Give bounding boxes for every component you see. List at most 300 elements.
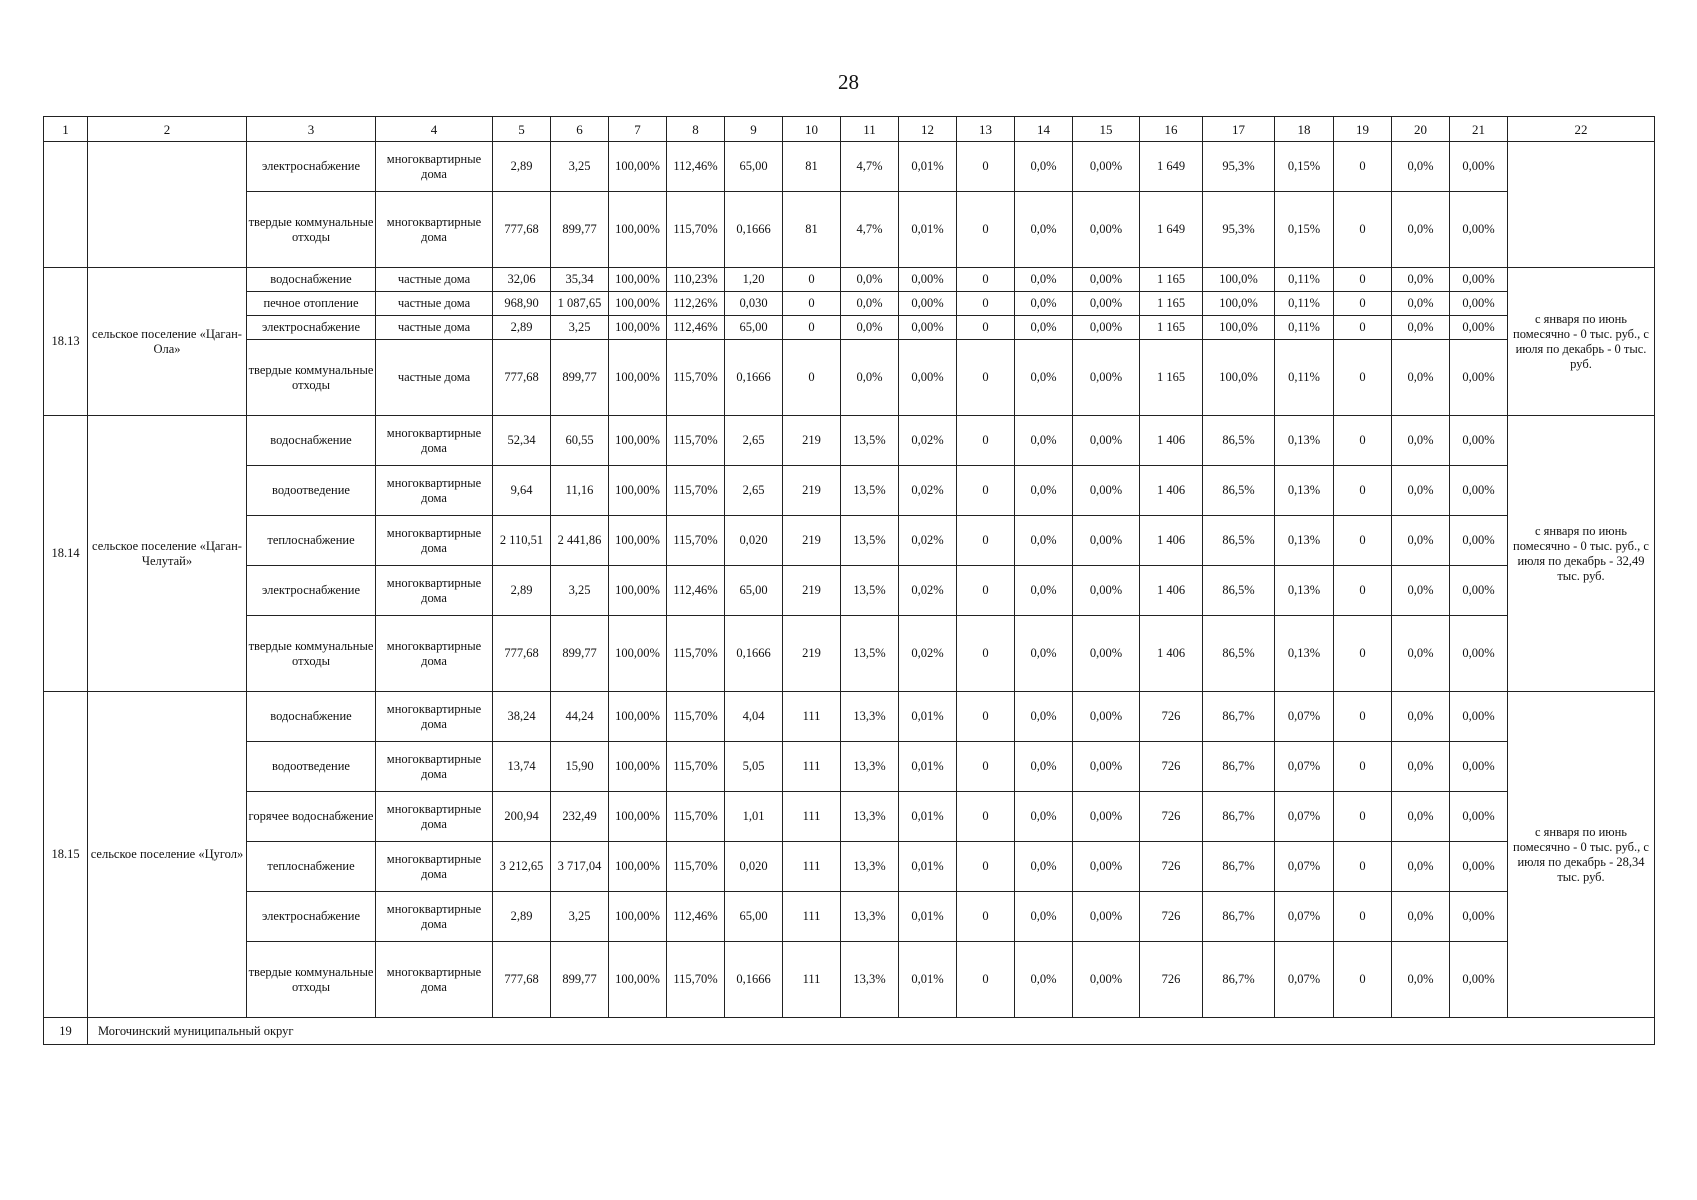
value-cell: 1 087,65 — [551, 292, 609, 316]
service-name: электроснабжение — [247, 142, 376, 192]
group-id — [44, 142, 88, 268]
value-cell: 112,46% — [667, 142, 725, 192]
value-cell: 112,26% — [667, 292, 725, 316]
value-cell: 2,89 — [493, 316, 551, 340]
value-cell: 0 — [957, 192, 1015, 268]
value-cell: 726 — [1140, 742, 1203, 792]
value-cell: 112,46% — [667, 566, 725, 616]
group-name: сельское поселение «Цаган-Ола» — [88, 268, 247, 416]
column-header: 19 — [1334, 117, 1392, 142]
table-row — [44, 692, 1655, 742]
housing-type: частные дома — [376, 268, 493, 292]
value-cell: 0,0% — [1392, 892, 1450, 942]
housing-type: многоквартирные дома — [376, 566, 493, 616]
column-header: 18 — [1275, 117, 1334, 142]
value-cell: 0,00% — [1450, 516, 1508, 566]
service-name: печное отопление — [247, 292, 376, 316]
value-cell: 219 — [783, 566, 841, 616]
value-cell: 0,0% — [1015, 268, 1073, 292]
value-cell: 0,13% — [1275, 416, 1334, 466]
value-cell: 100,0% — [1203, 340, 1275, 416]
value-cell: 1 165 — [1140, 316, 1203, 340]
value-cell: 11,16 — [551, 466, 609, 516]
value-cell: 0 — [1334, 142, 1392, 192]
value-cell: 100,00% — [609, 742, 667, 792]
value-cell: 1 165 — [1140, 292, 1203, 316]
value-cell: 0 — [957, 616, 1015, 692]
value-cell: 111 — [783, 742, 841, 792]
value-cell: 3 717,04 — [551, 842, 609, 892]
group-name: сельское поселение «Цугол» — [88, 692, 247, 1018]
table-body — [44, 142, 1655, 1018]
value-cell: 13,5% — [841, 416, 899, 466]
value-cell: 1 406 — [1140, 516, 1203, 566]
column-header: 3 — [247, 117, 376, 142]
value-cell: 0 — [1334, 316, 1392, 340]
value-cell: 115,70% — [667, 616, 725, 692]
value-cell: 0 — [957, 566, 1015, 616]
group-note: с января по июнь помесячно - 0 тыс. руб., с июля по декабрь - 0 тыс. руб. — [1508, 268, 1655, 416]
value-cell: 0,0% — [1015, 792, 1073, 842]
value-cell: 0,15% — [1275, 142, 1334, 192]
housing-type: многоквартирные дома — [376, 142, 493, 192]
value-cell: 726 — [1140, 892, 1203, 942]
value-cell: 0,1666 — [725, 192, 783, 268]
column-header: 20 — [1392, 117, 1450, 142]
value-cell: 100,00% — [609, 842, 667, 892]
value-cell: 0,00% — [1073, 692, 1140, 742]
table-row — [44, 316, 1655, 340]
service-name: электроснабжение — [247, 892, 376, 942]
value-cell: 0,00% — [1073, 742, 1140, 792]
column-header: 12 — [899, 117, 957, 142]
service-name: твердые коммунальные отходы — [247, 192, 376, 268]
value-cell: 0,00% — [1450, 942, 1508, 1018]
value-cell: 115,70% — [667, 516, 725, 566]
housing-type: многоквартирные дома — [376, 942, 493, 1018]
value-cell: 0,0% — [1392, 268, 1450, 292]
value-cell: 0 — [1334, 692, 1392, 742]
value-cell: 726 — [1140, 942, 1203, 1018]
value-cell: 0,01% — [899, 692, 957, 742]
value-cell: 13,3% — [841, 842, 899, 892]
value-cell: 100,00% — [609, 566, 667, 616]
value-cell: 0,020 — [725, 842, 783, 892]
value-cell: 0,00% — [899, 268, 957, 292]
value-cell: 0 — [783, 268, 841, 292]
value-cell: 0,00% — [1073, 842, 1140, 892]
housing-type: многоквартирные дома — [376, 416, 493, 466]
value-cell: 0,0% — [1392, 192, 1450, 268]
value-cell: 100,00% — [609, 616, 667, 692]
service-name: водоснабжение — [247, 692, 376, 742]
value-cell: 0 — [1334, 466, 1392, 516]
value-cell: 1 165 — [1140, 268, 1203, 292]
value-cell: 112,46% — [667, 892, 725, 942]
value-cell: 0,02% — [899, 566, 957, 616]
value-cell: 899,77 — [551, 942, 609, 1018]
value-cell: 65,00 — [725, 316, 783, 340]
value-cell: 0,00% — [1073, 292, 1140, 316]
value-cell: 0,15% — [1275, 192, 1334, 268]
value-cell: 1 406 — [1140, 466, 1203, 516]
value-cell: 232,49 — [551, 792, 609, 842]
value-cell: 0,00% — [1073, 616, 1140, 692]
table-row — [44, 268, 1655, 292]
value-cell: 13,5% — [841, 516, 899, 566]
value-cell: 115,70% — [667, 466, 725, 516]
value-cell: 100,00% — [609, 416, 667, 466]
value-cell: 0,0% — [841, 316, 899, 340]
housing-type: частные дома — [376, 316, 493, 340]
value-cell: 0,01% — [899, 842, 957, 892]
value-cell: 899,77 — [551, 616, 609, 692]
value-cell: 0 — [957, 792, 1015, 842]
value-cell: 86,5% — [1203, 616, 1275, 692]
value-cell: 0,00% — [1073, 192, 1140, 268]
value-cell: 0,11% — [1275, 268, 1334, 292]
value-cell: 0 — [1334, 292, 1392, 316]
value-cell: 0,0% — [1015, 566, 1073, 616]
service-name: горячее водоснабжение — [247, 792, 376, 842]
column-number-row — [44, 117, 1655, 142]
value-cell: 0 — [957, 842, 1015, 892]
group-note: с января по июнь помесячно - 0 тыс. руб., с июля по декабрь - 32,49 тыс. руб. — [1508, 416, 1655, 692]
group-id: 18.13 — [44, 268, 88, 416]
service-name: электроснабжение — [247, 316, 376, 340]
service-name: теплоснабжение — [247, 842, 376, 892]
value-cell: 86,7% — [1203, 792, 1275, 842]
value-cell: 0,00% — [1073, 268, 1140, 292]
table-row — [44, 892, 1655, 942]
service-name: электроснабжение — [247, 566, 376, 616]
housing-type: частные дома — [376, 292, 493, 316]
value-cell: 100,00% — [609, 792, 667, 842]
value-cell: 0 — [1334, 892, 1392, 942]
value-cell: 111 — [783, 942, 841, 1018]
column-header: 10 — [783, 117, 841, 142]
value-cell: 35,34 — [551, 268, 609, 292]
housing-type: многоквартирные дома — [376, 616, 493, 692]
value-cell: 5,05 — [725, 742, 783, 792]
value-cell: 115,70% — [667, 942, 725, 1018]
value-cell: 0,0% — [1015, 466, 1073, 516]
value-cell: 0,00% — [1073, 340, 1140, 416]
value-cell: 13,3% — [841, 692, 899, 742]
group-name: сельское поселение «Цаган-Челутай» — [88, 416, 247, 692]
value-cell: 100,00% — [609, 316, 667, 340]
value-cell: 0,00% — [1450, 268, 1508, 292]
column-header: 11 — [841, 117, 899, 142]
group-id: 18.15 — [44, 692, 88, 1018]
column-header: 17 — [1203, 117, 1275, 142]
value-cell: 968,90 — [493, 292, 551, 316]
value-cell: 0,030 — [725, 292, 783, 316]
housing-type: многоквартирные дома — [376, 892, 493, 942]
value-cell: 0,00% — [1073, 466, 1140, 516]
value-cell: 0 — [1334, 566, 1392, 616]
value-cell: 3,25 — [551, 892, 609, 942]
value-cell: 0,07% — [1275, 892, 1334, 942]
page-number: 28 — [838, 70, 859, 94]
housing-type: многоквартирные дома — [376, 516, 493, 566]
column-header: 21 — [1450, 117, 1508, 142]
value-cell: 0 — [1334, 268, 1392, 292]
value-cell: 0,00% — [1450, 842, 1508, 892]
value-cell: 899,77 — [551, 340, 609, 416]
group-note — [1508, 142, 1655, 268]
value-cell: 86,5% — [1203, 466, 1275, 516]
value-cell: 2,89 — [493, 142, 551, 192]
value-cell: 0,00% — [1450, 316, 1508, 340]
value-cell: 3,25 — [551, 316, 609, 340]
value-cell: 0,00% — [1450, 142, 1508, 192]
value-cell: 86,7% — [1203, 942, 1275, 1018]
value-cell: 219 — [783, 616, 841, 692]
value-cell: 219 — [783, 516, 841, 566]
value-cell: 0 — [1334, 942, 1392, 1018]
value-cell: 0,0% — [1392, 842, 1450, 892]
data-table — [43, 116, 1655, 1045]
value-cell: 0,0% — [1015, 292, 1073, 316]
value-cell: 219 — [783, 466, 841, 516]
value-cell: 100,00% — [609, 268, 667, 292]
value-cell: 86,7% — [1203, 892, 1275, 942]
value-cell: 0,00% — [1450, 466, 1508, 516]
value-cell: 0,0% — [1015, 416, 1073, 466]
column-header: 4 — [376, 117, 493, 142]
value-cell: 0 — [957, 516, 1015, 566]
value-cell: 0,0% — [1392, 942, 1450, 1018]
value-cell: 115,70% — [667, 742, 725, 792]
value-cell: 0,01% — [899, 892, 957, 942]
group-id: 18.14 — [44, 416, 88, 692]
value-cell: 200,94 — [493, 792, 551, 842]
value-cell: 777,68 — [493, 340, 551, 416]
value-cell: 0,0% — [1392, 516, 1450, 566]
value-cell: 3 212,65 — [493, 842, 551, 892]
value-cell: 65,00 — [725, 142, 783, 192]
value-cell: 1,01 — [725, 792, 783, 842]
value-cell: 115,70% — [667, 842, 725, 892]
value-cell: 15,90 — [551, 742, 609, 792]
value-cell: 0 — [957, 892, 1015, 942]
value-cell: 0,00% — [1450, 692, 1508, 742]
value-cell: 0,0% — [1015, 942, 1073, 1018]
column-header: 9 — [725, 117, 783, 142]
value-cell: 86,5% — [1203, 566, 1275, 616]
value-cell: 777,68 — [493, 942, 551, 1018]
table-row — [44, 516, 1655, 566]
table-row — [44, 942, 1655, 1018]
column-header: 22 — [1508, 117, 1655, 142]
value-cell: 0,00% — [1450, 340, 1508, 416]
column-header: 6 — [551, 117, 609, 142]
value-cell: 0,0% — [1392, 416, 1450, 466]
value-cell: 0 — [783, 316, 841, 340]
value-cell: 0,07% — [1275, 942, 1334, 1018]
value-cell: 100,00% — [609, 892, 667, 942]
value-cell: 777,68 — [493, 192, 551, 268]
value-cell: 0 — [1334, 340, 1392, 416]
value-cell: 3,25 — [551, 566, 609, 616]
value-cell: 0,00% — [1073, 316, 1140, 340]
value-cell: 100,0% — [1203, 316, 1275, 340]
value-cell: 115,70% — [667, 192, 725, 268]
footer-id: 19 — [44, 1018, 88, 1045]
value-cell: 0,07% — [1275, 792, 1334, 842]
value-cell: 13,74 — [493, 742, 551, 792]
housing-type: многоквартирные дома — [376, 842, 493, 892]
value-cell: 0,11% — [1275, 316, 1334, 340]
column-header: 7 — [609, 117, 667, 142]
value-cell: 0,0% — [1015, 316, 1073, 340]
value-cell: 2 441,86 — [551, 516, 609, 566]
value-cell: 899,77 — [551, 192, 609, 268]
value-cell: 0,020 — [725, 516, 783, 566]
value-cell: 4,7% — [841, 192, 899, 268]
value-cell: 0,0% — [841, 268, 899, 292]
housing-type: частные дома — [376, 340, 493, 416]
value-cell: 0,0% — [1392, 340, 1450, 416]
value-cell: 0,00% — [1073, 942, 1140, 1018]
value-cell: 0,0% — [1015, 892, 1073, 942]
value-cell: 0,11% — [1275, 292, 1334, 316]
value-cell: 0 — [957, 316, 1015, 340]
table-row — [44, 416, 1655, 466]
table-row — [44, 292, 1655, 316]
value-cell: 0 — [1334, 616, 1392, 692]
value-cell: 0 — [957, 742, 1015, 792]
value-cell: 0,0% — [1015, 842, 1073, 892]
value-cell: 0,11% — [1275, 340, 1334, 416]
value-cell: 60,55 — [551, 416, 609, 466]
value-cell: 1 406 — [1140, 616, 1203, 692]
value-cell: 726 — [1140, 792, 1203, 842]
table-row — [44, 792, 1655, 842]
value-cell: 0,0% — [1392, 742, 1450, 792]
value-cell: 0,0% — [1015, 192, 1073, 268]
value-cell: 38,24 — [493, 692, 551, 742]
value-cell: 0,01% — [899, 942, 957, 1018]
value-cell: 0,0% — [841, 340, 899, 416]
value-cell: 115,70% — [667, 416, 725, 466]
value-cell: 86,5% — [1203, 416, 1275, 466]
value-cell: 100,0% — [1203, 268, 1275, 292]
value-cell: 2 110,51 — [493, 516, 551, 566]
value-cell: 0,00% — [1073, 516, 1140, 566]
value-cell: 100,00% — [609, 516, 667, 566]
value-cell: 0,13% — [1275, 616, 1334, 692]
value-cell: 2,65 — [725, 466, 783, 516]
table-row — [44, 142, 1655, 192]
service-name: водоотведение — [247, 466, 376, 516]
housing-type: многоквартирные дома — [376, 466, 493, 516]
value-cell: 0,00% — [1073, 892, 1140, 942]
value-cell: 0,0% — [1392, 292, 1450, 316]
value-cell: 2,65 — [725, 416, 783, 466]
value-cell: 1 406 — [1140, 416, 1203, 466]
value-cell: 0,1666 — [725, 616, 783, 692]
value-cell: 0,00% — [1450, 292, 1508, 316]
value-cell: 0 — [957, 340, 1015, 416]
value-cell: 0,02% — [899, 466, 957, 516]
value-cell: 0,0% — [1392, 692, 1450, 742]
value-cell: 13,3% — [841, 892, 899, 942]
value-cell: 0 — [957, 692, 1015, 742]
column-header: 16 — [1140, 117, 1203, 142]
value-cell: 0 — [957, 466, 1015, 516]
value-cell: 95,3% — [1203, 142, 1275, 192]
value-cell: 0,0% — [1392, 566, 1450, 616]
value-cell: 0,00% — [1450, 416, 1508, 466]
value-cell: 0,1666 — [725, 340, 783, 416]
service-name: водоснабжение — [247, 268, 376, 292]
value-cell: 0,0% — [1015, 516, 1073, 566]
value-cell: 219 — [783, 416, 841, 466]
value-cell: 111 — [783, 842, 841, 892]
value-cell: 0,1666 — [725, 942, 783, 1018]
value-cell: 1 649 — [1140, 142, 1203, 192]
value-cell: 0,00% — [1073, 142, 1140, 192]
housing-type: многоквартирные дома — [376, 692, 493, 742]
value-cell: 0,00% — [1450, 792, 1508, 842]
column-header: 5 — [493, 117, 551, 142]
value-cell: 726 — [1140, 842, 1203, 892]
service-name: теплоснабжение — [247, 516, 376, 566]
value-cell: 0,0% — [1015, 692, 1073, 742]
value-cell: 0,0% — [1392, 616, 1450, 692]
value-cell: 13,5% — [841, 616, 899, 692]
value-cell: 0,13% — [1275, 466, 1334, 516]
value-cell: 65,00 — [725, 892, 783, 942]
value-cell: 100,00% — [609, 466, 667, 516]
housing-type: многоквартирные дома — [376, 192, 493, 268]
value-cell: 0,00% — [1450, 616, 1508, 692]
value-cell: 32,06 — [493, 268, 551, 292]
value-cell: 100,00% — [609, 142, 667, 192]
value-cell: 0 — [957, 142, 1015, 192]
value-cell: 2,89 — [493, 892, 551, 942]
value-cell: 0,00% — [899, 316, 957, 340]
value-cell: 86,7% — [1203, 842, 1275, 892]
value-cell: 44,24 — [551, 692, 609, 742]
value-cell: 0 — [783, 292, 841, 316]
value-cell: 115,70% — [667, 692, 725, 742]
value-cell: 0 — [1334, 516, 1392, 566]
value-cell: 111 — [783, 892, 841, 942]
value-cell: 110,23% — [667, 268, 725, 292]
value-cell: 95,3% — [1203, 192, 1275, 268]
value-cell: 0 — [1334, 192, 1392, 268]
value-cell: 0 — [957, 292, 1015, 316]
value-cell: 0,00% — [1450, 192, 1508, 268]
table-row — [44, 192, 1655, 268]
value-cell: 111 — [783, 792, 841, 842]
value-cell: 1 649 — [1140, 192, 1203, 268]
value-cell: 13,5% — [841, 466, 899, 516]
value-cell: 100,00% — [609, 192, 667, 268]
value-cell: 0,0% — [1015, 616, 1073, 692]
value-cell: 0,13% — [1275, 566, 1334, 616]
value-cell: 9,64 — [493, 466, 551, 516]
value-cell: 0,07% — [1275, 692, 1334, 742]
value-cell: 0,13% — [1275, 516, 1334, 566]
value-cell: 0,07% — [1275, 742, 1334, 792]
value-cell: 13,5% — [841, 566, 899, 616]
value-cell: 726 — [1140, 692, 1203, 742]
column-header: 13 — [957, 117, 1015, 142]
